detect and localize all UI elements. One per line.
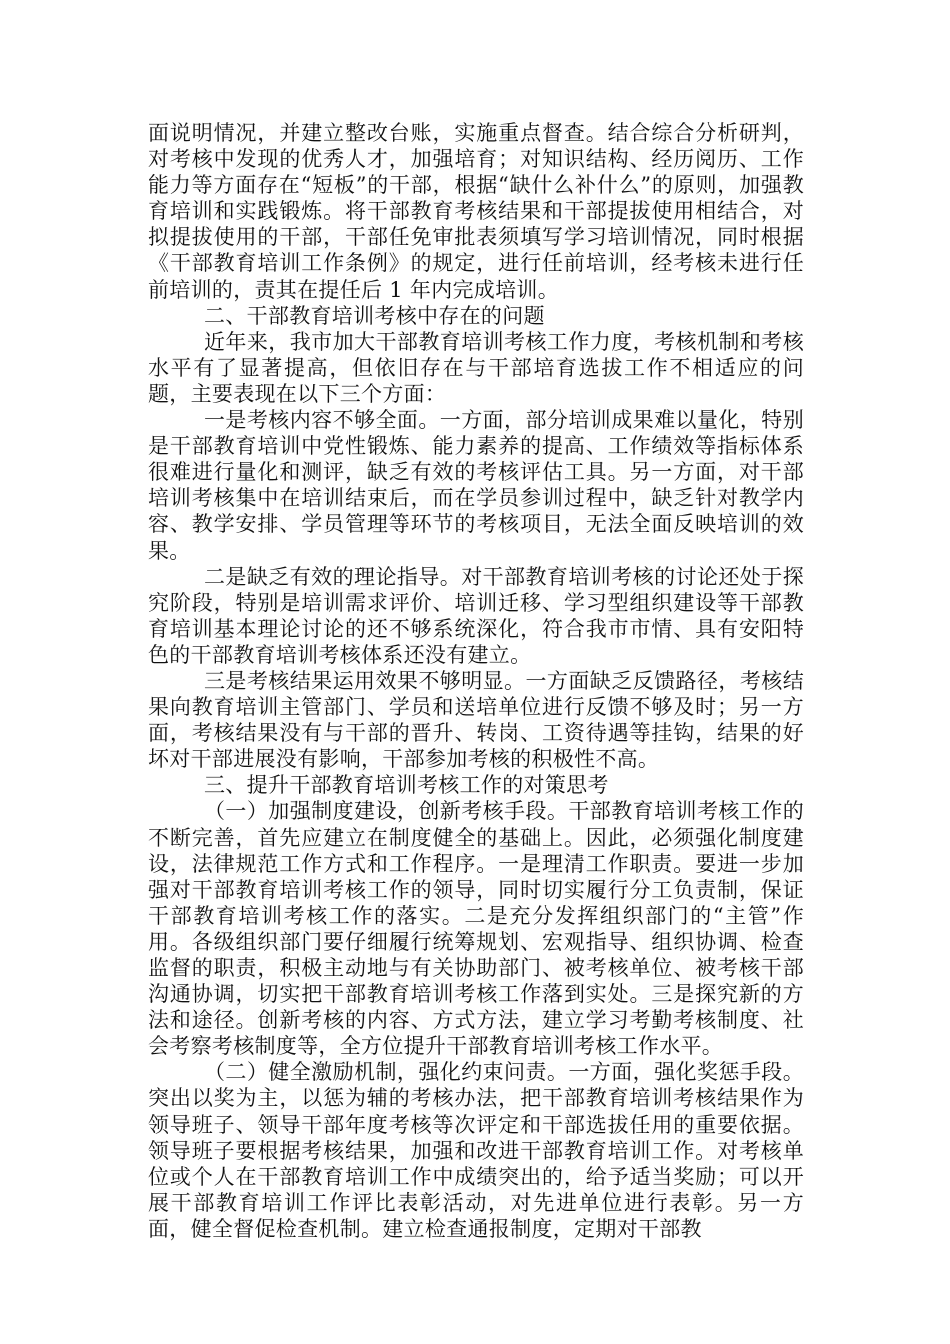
section-heading-3: 三、提升干部教育培训考核工作的对策思考 <box>204 773 609 798</box>
paragraph-continuation: 面说明情况，并建立整改台账，实施重点督查。结合综合分析研判，对考核中发现的优秀人才，加强培育；对知识结构、经历阅历、工作能力等方面存在“短板”的干部，根据“缺什么补什么”的原则，加强教育培训和实践锻炼。将干部教育考核结果和干部提拔使用相结合，对拟提拔使用的干部，干部任免审批表须填写学习培训情况，同时根据《干部教育培训工作条例》的规定，进行任前培训，经考核未进行任前培训的，责其在提任后 1 年内完成培训。 <box>148 121 804 302</box>
paragraph-intro-problems: 近年来，我市加大干部教育培训考核工作力度，考核机制和考核水平有了显著提高，但依旧存在与干部培育选拔工作不相适应的问题，主要表现在以下三个方面： <box>148 329 804 406</box>
paragraph-problem-1: 一是考核内容不够全面。一方面，部分培训成果难以量化，特别是干部教育培训中党性锻炼、能力素养的提高、工作绩效等指标体系很难进行量化和测评，缺乏有效的考核评估工具。另一方面，对干部培训考核集中在培训结束后，而在学员参训过程中，缺乏针对教学内容、教学安排、学员管理等环节的考核项目，无法全面反映培训的效果。 <box>148 408 804 563</box>
paragraph-problem-3: 三是考核结果运用效果不够明显。一方面缺乏反馈路径，考核结果向教育培训主管部门、学员和送培单位进行反馈不够及时；另一方面，考核结果没有与干部的晋升、转岗、工资待遇等挂钩，结果的好坏对干部进展没有影响，干部参加考核的积极性不高。 <box>148 668 804 772</box>
document-body <box>148 120 804 1242</box>
paragraph-measure-2: （二）健全激励机制，强化约束问责。一方面，强化奖惩手段。突出以奖为主，以惩为辅的考核办法，把干部教育培训考核结果作为领导班子、领导干部年度考核等次评定和干部选拔任用的重要依据。领导班子要根据考核结果，加强和改进干部教育培训工作。对考核单位或个人在干部教育培训工作中成绩突出的，给予适当奖励；可以开展干部教育培训工作评比表彰活动，对先进单位进行表彰。另一方面，健全督促检查机制。建立检查通报制度，定期对干部教 <box>148 1060 804 1241</box>
paragraph-problem-2: 二是缺乏有效的理论指导。对干部教育培训考核的讨论还处于探究阶段，特别是培训需求评价、培训迁移、学习型组织建设等干部教育培训基本理论讨论的还不够系统深化，符合我市市情、具有安阳特色的干部教育培训考核体系还没有建立。 <box>148 564 804 667</box>
paragraph-measure-1: （一）加强制度建设，创新考核手段。干部教育培训考核工作的不断完善，首先应建立在制度健全的基础上。因此，必须强化制度建设，法律规范工作方式和工作程序。一是理清工作职责。要进一步加强对干部教育培训考核工作的领导，同时切实履行分工负责制，保证干部教育培训考核工作的落实。二是充分发挥组织部门的“主管”作用。各级组织部门要仔细履行统筹规划、宏观指导、组织协调、检查监督的职责，积极主动地与有关协助部门、被考核单位、被考核干部沟通协调，切实把干部教育培训考核工作落到实处。三是探究新的方法和途径。创新考核的内容、方式方法，建立学习考勤考核制度、社会考察考核制度等，全方位提升干部教育培训考核工作水平。 <box>148 799 804 1059</box>
section-heading-2: 二、干部教育培训考核中存在的问题 <box>204 303 545 328</box>
